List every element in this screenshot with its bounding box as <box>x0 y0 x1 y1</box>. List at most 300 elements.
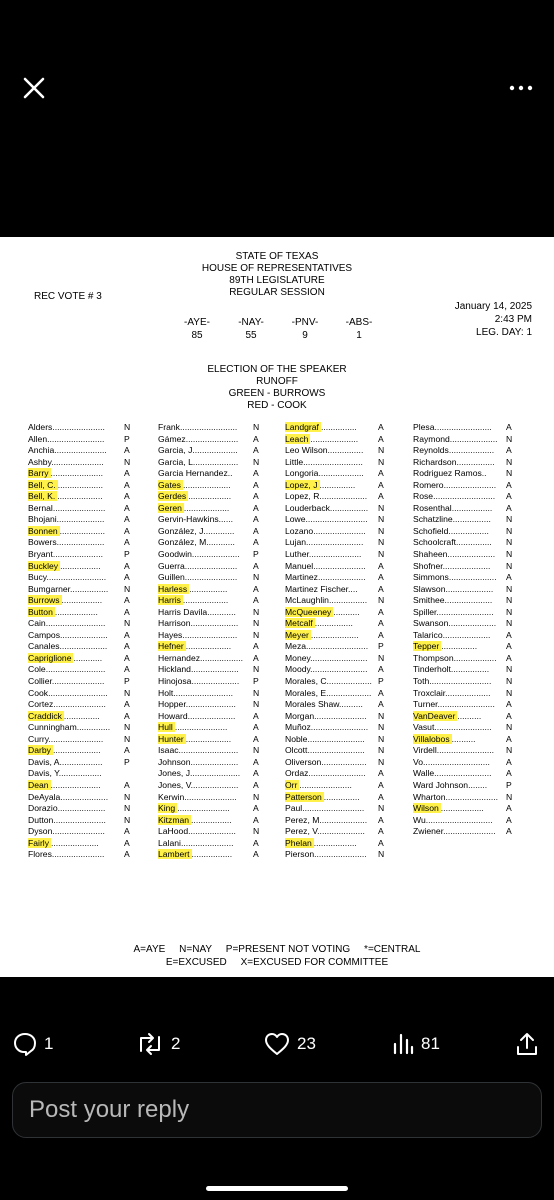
member-name <box>28 445 121 457</box>
member-vote: N <box>253 629 260 640</box>
member-name <box>28 699 121 711</box>
member-name <box>413 641 503 653</box>
leader-dots: ................... <box>192 445 238 456</box>
member-name-text: Wu <box>413 814 426 825</box>
member-name <box>158 480 250 492</box>
vote-column <box>158 422 270 861</box>
member-name <box>413 688 503 700</box>
member-name <box>285 826 375 838</box>
member-name <box>285 745 375 757</box>
member-name-text: Bhojani <box>28 514 57 525</box>
member-name-text: Paul <box>285 803 303 814</box>
member-name <box>285 445 375 457</box>
member-vote-row <box>158 480 270 492</box>
member-name <box>158 607 250 619</box>
member-vote: N <box>378 652 385 663</box>
member-vote: A <box>378 606 384 617</box>
member-name-text: Toth <box>413 676 430 687</box>
leader-dots: ...................... <box>50 468 104 479</box>
member-name-text: Darby <box>28 745 51 756</box>
member-vote-row <box>285 722 397 734</box>
member-name-text: Meza <box>285 641 307 652</box>
member-name <box>285 838 375 850</box>
member-vote: A <box>253 514 259 525</box>
member-vote-row <box>158 757 270 769</box>
member-vote-row <box>285 537 397 549</box>
member-vote-row <box>158 664 270 676</box>
member-vote: A <box>124 699 130 710</box>
member-name-text: Gates <box>158 479 181 490</box>
more-options-button[interactable] <box>508 80 534 96</box>
member-vote-row <box>28 595 134 607</box>
member-vote: N <box>253 745 260 756</box>
member-vote: A <box>506 826 512 837</box>
member-name <box>158 803 250 815</box>
member-vote-row <box>158 561 270 573</box>
member-name <box>413 584 503 596</box>
like-button[interactable] <box>263 1030 316 1058</box>
leader-dots: ........................ <box>310 652 368 663</box>
leader-dots: ................... <box>185 641 232 652</box>
member-name <box>28 537 121 549</box>
member-vote: A <box>506 733 512 744</box>
member-vote: N <box>378 537 385 548</box>
share-button[interactable] <box>514 1030 540 1058</box>
member-vote: N <box>253 422 260 432</box>
member-name <box>285 676 375 688</box>
member-vote-row <box>413 468 525 480</box>
member-name <box>285 572 375 584</box>
leader-dots: .................. <box>54 606 98 617</box>
member-vote: N <box>124 583 131 594</box>
leader-dots: ..................... <box>50 779 101 790</box>
member-name <box>158 826 250 838</box>
leader-dots: ............ <box>73 652 103 663</box>
member-vote-row <box>413 676 525 688</box>
member-vote: A <box>378 779 384 790</box>
member-vote-row <box>413 549 525 561</box>
leader-dots: ................. <box>451 502 493 513</box>
member-name-text: Gervin-Hawkins <box>158 514 219 525</box>
leader-dots: .......................... <box>306 641 369 652</box>
member-vote-row <box>413 561 525 573</box>
member-name <box>413 768 503 780</box>
member-vote: A <box>124 779 130 790</box>
leader-dots: ................... <box>192 456 239 467</box>
leader-dots: ......................... <box>45 664 106 675</box>
member-name-text: Johnson <box>158 756 191 767</box>
member-vote: A <box>124 652 130 663</box>
member-name-text: Canales <box>28 641 60 652</box>
member-name-text: Shaheen <box>413 549 448 560</box>
leader-dots: .................... <box>190 664 239 675</box>
member-vote-row <box>413 457 525 469</box>
member-name-text: Smithee <box>413 595 445 606</box>
member-name <box>413 734 503 746</box>
member-vote-row <box>158 630 270 642</box>
member-name-text: Schoolcraft <box>413 537 456 548</box>
member-name-text: Rodriguez Ramos <box>413 468 482 479</box>
member-name-text: Cook <box>28 687 49 698</box>
vote-time: 2:43 PM <box>494 314 532 325</box>
member-vote-row <box>285 768 397 780</box>
leader-dots: ......................... <box>173 687 233 698</box>
member-vote-row <box>413 699 525 711</box>
member-name-text: Howard <box>158 710 188 721</box>
leader-dots: ........................ <box>436 745 495 756</box>
leader-dots: ......................... <box>303 456 363 467</box>
member-vote-row <box>285 641 397 653</box>
member-vote: A <box>253 502 259 513</box>
member-vote: N <box>124 733 131 744</box>
leader-dots: ................ <box>328 595 368 606</box>
member-name-text: Hopper <box>158 699 186 710</box>
member-vote-row <box>413 480 525 492</box>
member-name <box>413 757 503 769</box>
member-name <box>413 780 503 792</box>
member-name-text: Talarico <box>413 629 443 640</box>
leader-dots: .......... <box>338 699 363 710</box>
leader-dots: ................... <box>183 502 230 513</box>
member-vote: A <box>124 445 130 456</box>
member-name-text: Villalobos <box>413 733 450 744</box>
leader-dots: .................... <box>319 491 368 502</box>
vote-legend <box>0 943 554 969</box>
member-vote-row <box>158 491 270 503</box>
member-vote: A <box>253 468 259 479</box>
member-vote-row <box>413 815 525 827</box>
member-vote: A <box>378 468 384 479</box>
repost-button[interactable] <box>135 1030 180 1058</box>
member-name <box>158 664 250 676</box>
member-vote-row <box>158 768 270 780</box>
member-vote-row <box>413 722 525 734</box>
member-name-text: Harless <box>158 583 188 594</box>
member-name-text: Collier <box>28 676 52 687</box>
member-vote: A <box>506 491 512 502</box>
member-name <box>413 537 503 549</box>
home-indicator[interactable] <box>206 1186 348 1191</box>
member-vote-row <box>158 457 270 469</box>
leader-dots: .................... <box>310 629 359 640</box>
member-vote-row <box>285 584 397 596</box>
member-vote-row <box>158 688 270 700</box>
reply-button[interactable] <box>12 1030 53 1058</box>
member-name-text: Moody <box>285 664 311 675</box>
member-name-text: González, M <box>158 537 207 548</box>
member-name-text: Manuel <box>285 560 314 571</box>
vote-date: January 14, 2025 <box>454 301 532 312</box>
member-vote: N <box>378 710 385 721</box>
member-name <box>28 422 121 434</box>
tally-pnv <box>288 316 322 342</box>
member-name-text: Geren <box>158 502 182 513</box>
member-vote: A <box>506 756 512 767</box>
member-name <box>158 526 250 538</box>
heart-icon <box>263 1031 291 1057</box>
member-name <box>285 688 375 700</box>
member-name-text: Lujan <box>285 537 307 548</box>
member-name-text: Shofner <box>413 560 443 571</box>
election-title <box>0 364 554 412</box>
member-vote: N <box>253 664 260 675</box>
member-name <box>285 768 375 780</box>
member-vote: N <box>378 722 385 733</box>
leader-dots: ......................... <box>46 572 107 583</box>
member-name <box>158 630 250 642</box>
member-name <box>285 457 375 469</box>
member-name <box>158 768 250 780</box>
member-vote: A <box>124 537 130 548</box>
leader-dots: ................ <box>452 514 491 525</box>
member-name <box>28 768 121 780</box>
member-vote: A <box>253 710 259 721</box>
member-vote: P <box>378 676 384 687</box>
member-name <box>158 641 250 653</box>
member-name <box>413 699 503 711</box>
member-name <box>413 468 503 480</box>
member-name <box>285 849 375 861</box>
member-name-text: Allen <box>28 433 48 444</box>
member-name <box>158 849 250 861</box>
member-name-text: Davis, A <box>28 756 60 767</box>
leader-dots: .......................... <box>429 676 492 687</box>
member-vote: P <box>253 549 259 560</box>
member-name-text: McQueeney <box>285 606 332 617</box>
member-vote-row <box>158 838 270 850</box>
member-vote-row <box>285 849 397 861</box>
member-vote: N <box>506 745 513 756</box>
member-vote: N <box>124 791 131 802</box>
member-vote: N <box>378 445 385 456</box>
member-name-text: Jones, J <box>158 768 191 779</box>
member-name-text: Leo Wilson <box>285 445 328 456</box>
member-vote: N <box>506 664 513 675</box>
member-vote-row <box>28 676 134 688</box>
member-vote: N <box>506 722 513 733</box>
member-name-text: Guillen <box>158 572 185 583</box>
member-name-text: Bonnen <box>28 525 58 536</box>
member-name <box>413 457 503 469</box>
header-line: 89TH LEGISLATURE <box>229 275 325 286</box>
member-name-text: Goodwin <box>158 549 192 560</box>
member-vote-row <box>285 688 397 700</box>
vote-record-document[interactable] <box>0 237 554 977</box>
leader-dots: ............................ <box>425 814 493 825</box>
member-name-text: Little <box>285 456 304 467</box>
member-name <box>413 630 503 642</box>
member-name <box>28 688 121 700</box>
member-vote: N <box>124 687 131 698</box>
member-name <box>285 792 375 804</box>
member-name <box>285 757 375 769</box>
member-vote-row <box>285 630 397 642</box>
member-name <box>285 422 375 434</box>
member-name-text: Garcia, L <box>158 456 193 467</box>
member-vote: N <box>253 687 260 698</box>
member-name <box>158 468 250 480</box>
member-name-text: Muñoz <box>285 722 311 733</box>
member-vote-row <box>413 757 525 769</box>
leader-dots: ........ <box>468 779 488 790</box>
member-vote-row <box>158 653 270 665</box>
member-vote-row <box>28 826 134 838</box>
leader-dots: .................... <box>317 826 365 837</box>
member-vote-row <box>413 792 525 804</box>
close-button[interactable] <box>18 72 50 104</box>
member-name <box>28 815 121 827</box>
member-vote-row <box>28 745 134 757</box>
member-vote: N <box>506 791 513 802</box>
tally-value: 9 <box>302 330 308 341</box>
member-name-text: Hull <box>158 722 173 733</box>
leader-dots: ................ <box>189 583 228 594</box>
member-name <box>413 561 503 573</box>
member-name-text: Lowe <box>285 514 306 525</box>
member-name-text: Curry <box>28 733 49 744</box>
member-name <box>158 457 250 469</box>
member-name-text: Meyer <box>285 629 309 640</box>
member-name <box>285 815 375 827</box>
views-button[interactable] <box>391 1030 440 1058</box>
member-name <box>28 803 121 815</box>
member-name-text: Kerwin <box>158 791 185 802</box>
member-name-text: Alders <box>28 422 53 432</box>
member-name <box>28 676 121 688</box>
leader-dots: .................... <box>442 629 491 640</box>
member-vote-row <box>413 803 525 815</box>
member-vote: A <box>378 826 384 837</box>
member-vote-row <box>28 641 134 653</box>
leader-dots: .................... <box>56 537 105 548</box>
leader-dots: ............. <box>203 525 235 536</box>
member-vote: N <box>506 468 513 479</box>
member-vote-row <box>28 838 134 850</box>
leader-dots: .................. <box>440 803 484 814</box>
member-vote-row <box>285 664 397 676</box>
leader-dots: ...................... <box>313 560 366 571</box>
vote-column <box>285 422 397 861</box>
leader-dots: ...................... <box>51 676 105 687</box>
member-name <box>285 549 375 561</box>
leader-dots: ..................... <box>185 699 236 710</box>
tally-aye <box>180 316 214 342</box>
reply-input[interactable] <box>29 1096 541 1124</box>
member-name-text: Schatzline <box>413 514 453 525</box>
leader-dots: ................... <box>59 525 106 536</box>
member-vote-row <box>413 618 525 630</box>
member-name <box>158 537 250 549</box>
member-name <box>158 688 250 700</box>
leader-dots: .................... <box>191 549 240 560</box>
member-vote: A <box>506 445 512 456</box>
leader-dots: ...................... <box>445 791 499 802</box>
member-name-text: Cunningham <box>28 722 77 733</box>
member-vote: N <box>506 549 513 560</box>
member-name-text: Burrows <box>28 595 60 606</box>
member-vote-row <box>413 526 525 538</box>
leader-dots: ............................ <box>423 756 490 767</box>
member-vote: A <box>124 745 130 756</box>
member-name <box>413 792 503 804</box>
member-name <box>285 584 375 596</box>
member-name-text: Lambert <box>158 849 190 860</box>
member-vote-row <box>158 514 270 526</box>
member-vote-row <box>285 561 397 573</box>
member-vote-row <box>28 803 134 815</box>
member-vote-row <box>413 491 525 503</box>
member-vote-row <box>285 514 397 526</box>
member-name-text: Capriglione <box>28 652 72 663</box>
leader-dots: ...................... <box>52 502 106 513</box>
member-vote-row <box>28 722 134 734</box>
member-vote: A <box>253 779 259 790</box>
leader-dots: ............... <box>441 641 478 652</box>
member-name <box>28 618 121 630</box>
leader-dots: .................... <box>51 837 99 848</box>
member-vote: N <box>253 606 260 617</box>
member-vote: A <box>378 768 384 779</box>
member-vote-row <box>413 826 525 838</box>
member-vote: A <box>124 606 130 617</box>
member-vote: A <box>378 422 384 432</box>
leader-dots: .................. <box>453 652 497 663</box>
tally-label: -NAY- <box>238 317 264 328</box>
member-name <box>158 792 250 804</box>
member-vote-row <box>28 815 134 827</box>
leader-dots: ...................... <box>299 779 352 790</box>
member-name-text: Dean <box>28 779 49 790</box>
leader-dots: ................ <box>456 456 495 467</box>
member-name <box>158 434 250 446</box>
member-vote-row <box>28 561 134 573</box>
member-name-text: Walle <box>413 768 435 779</box>
member-vote-row <box>158 468 270 480</box>
member-vote-row <box>413 503 525 515</box>
member-vote-row <box>285 745 397 757</box>
member-vote-row <box>28 457 134 469</box>
reply-composer[interactable] <box>12 1082 542 1138</box>
leader-dots: ...................... <box>174 722 228 733</box>
tally-value: 55 <box>245 330 257 341</box>
member-vote-row <box>285 526 397 538</box>
leader-dots: .................. <box>188 491 232 502</box>
member-vote-row <box>413 641 525 653</box>
member-vote-row <box>413 780 525 792</box>
member-name <box>28 549 121 561</box>
leader-dots: ......................... <box>45 618 106 629</box>
member-vote-row <box>413 630 525 642</box>
member-name <box>28 745 121 757</box>
member-name <box>158 491 250 503</box>
leader-dots: ................... <box>326 687 372 698</box>
leader-dots: .................... <box>182 479 231 490</box>
member-vote-row <box>28 526 134 538</box>
tally-label: -ABS- <box>345 317 373 328</box>
leader-dots: ................... <box>445 687 491 698</box>
member-vote: A <box>124 710 130 721</box>
member-vote: N <box>378 595 385 606</box>
leader-dots: .................... <box>190 618 239 629</box>
member-vote-row <box>158 815 270 827</box>
member-vote: A <box>253 560 259 571</box>
member-vote: N <box>506 618 513 629</box>
member-vote: P <box>506 779 512 790</box>
member-name-text: Olcott <box>285 745 308 756</box>
member-name <box>285 607 375 619</box>
member-vote: P <box>124 433 130 444</box>
member-name-text: Noble <box>285 733 308 744</box>
